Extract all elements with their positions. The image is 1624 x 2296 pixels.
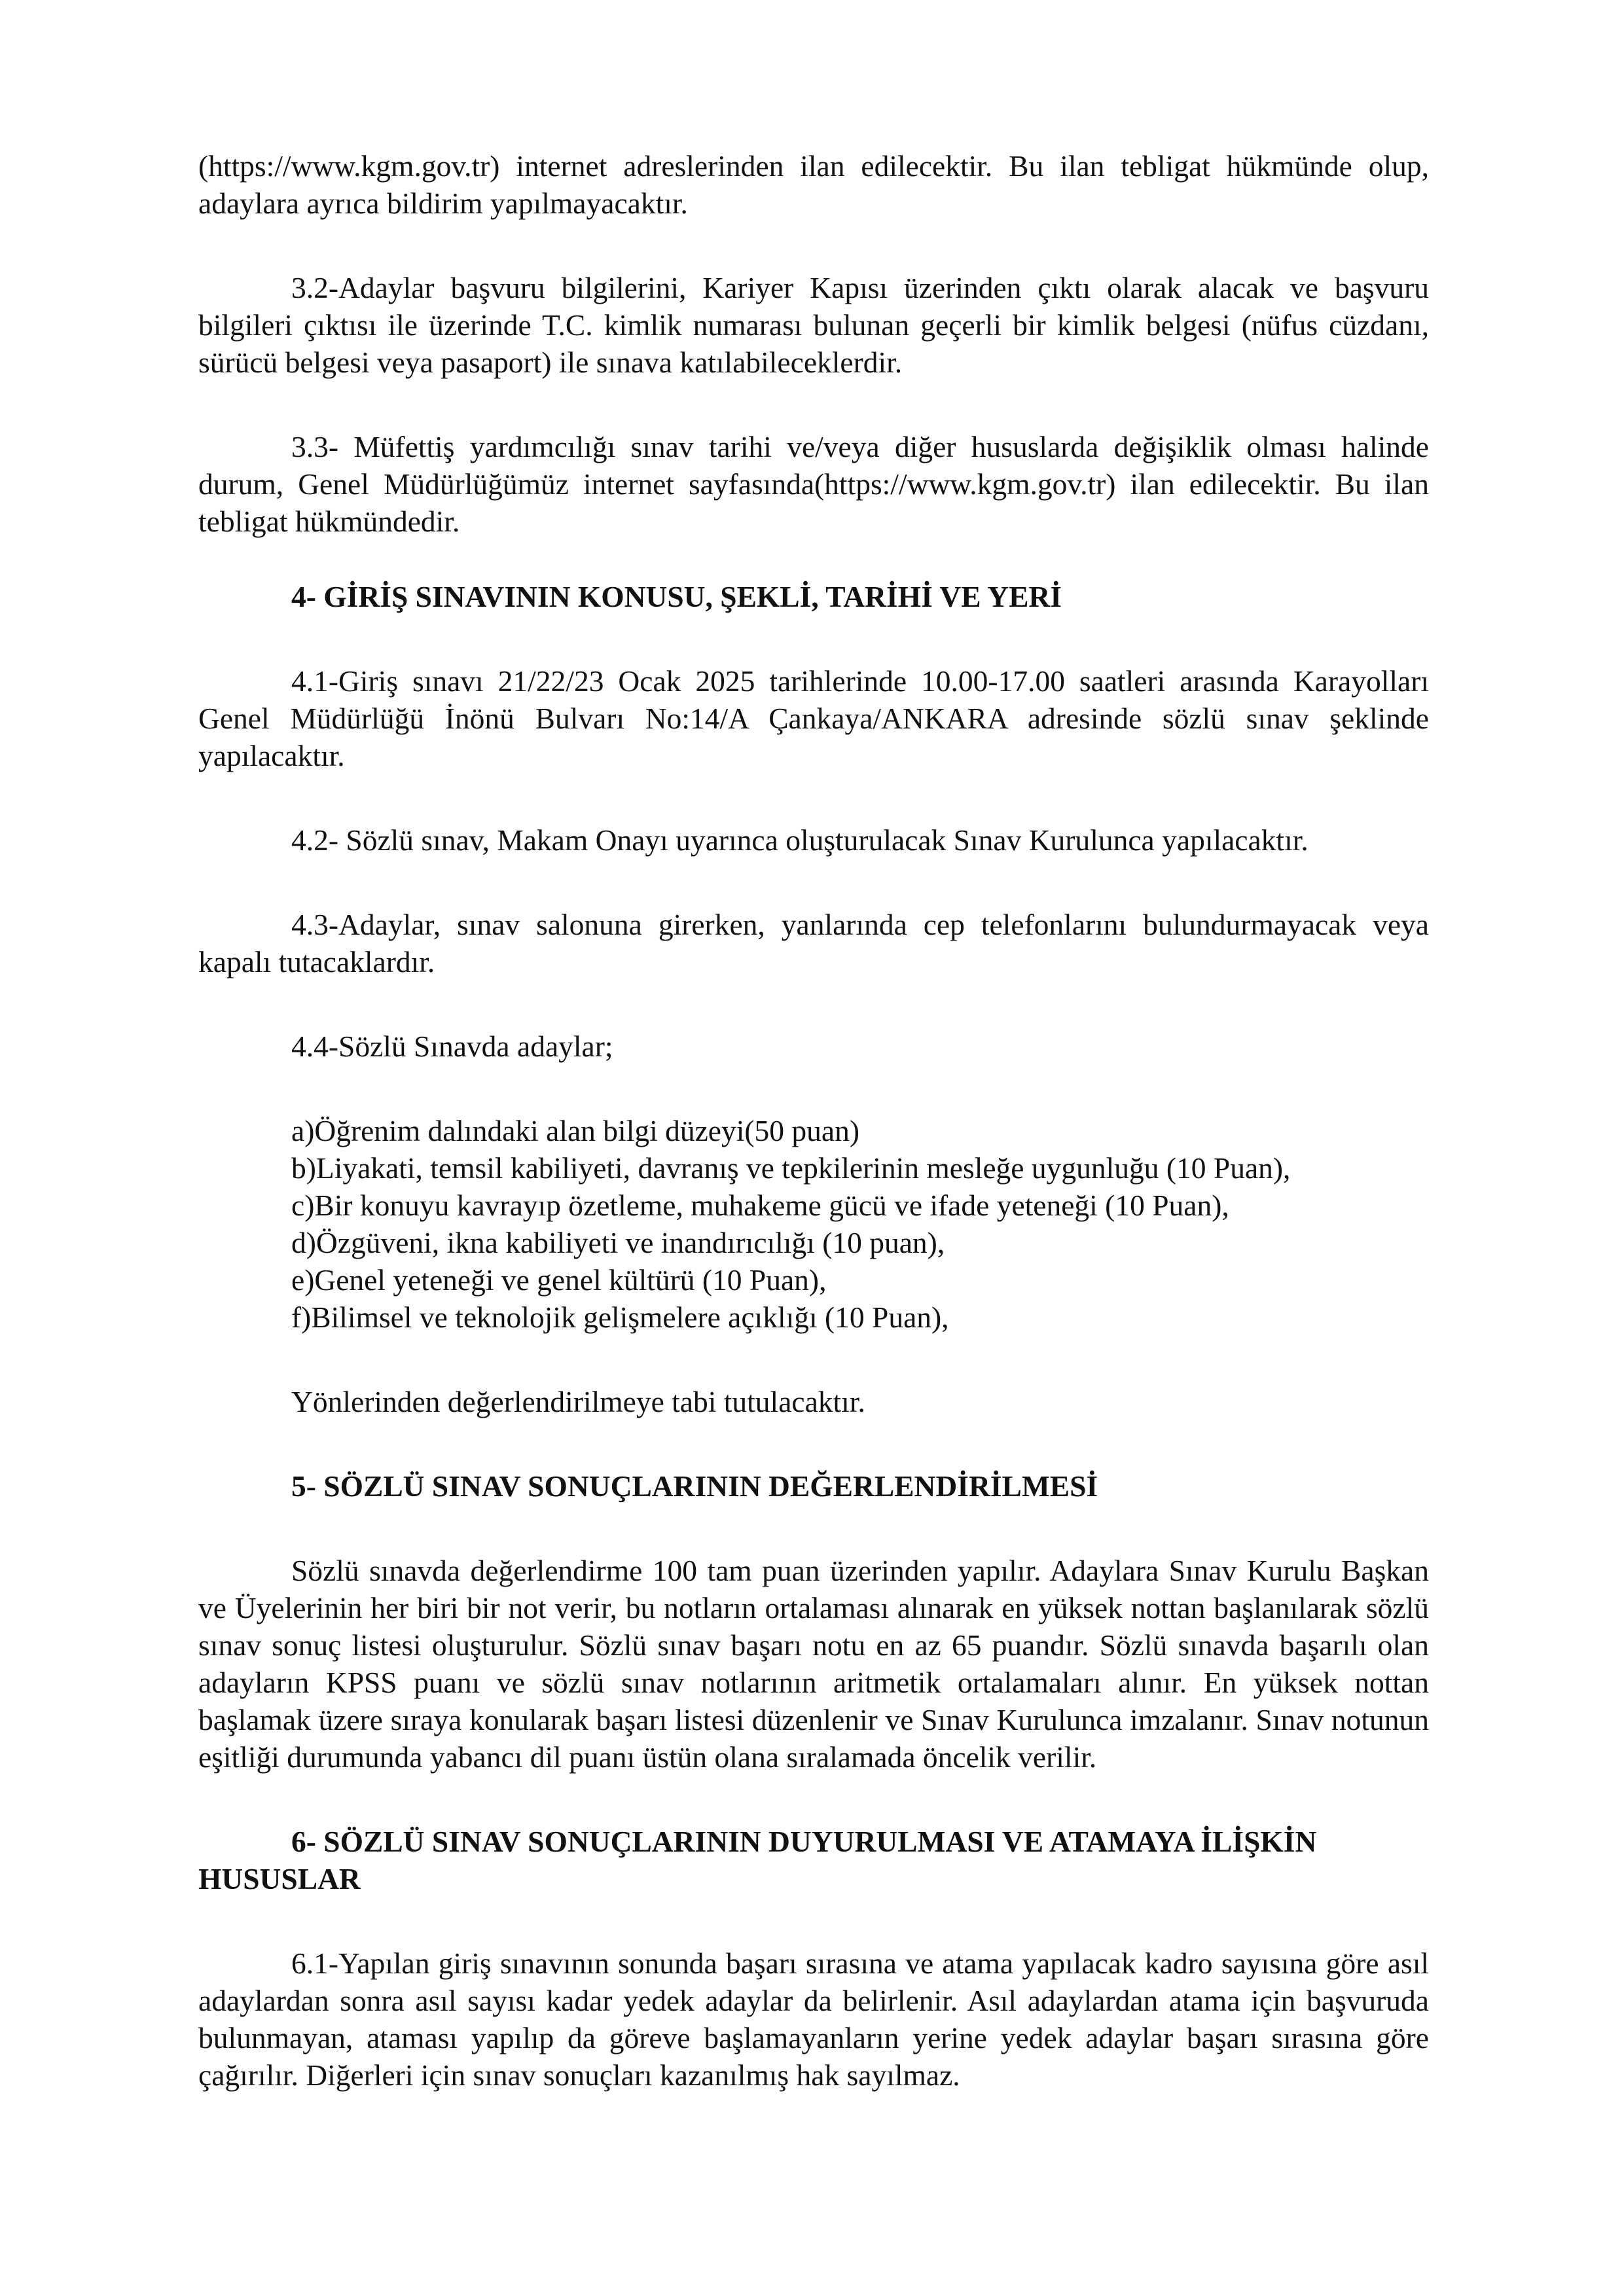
paragraph-4-2: 4.2- Sözlü sınav, Makam Onayı uyarınca oluşturulacak Sınav Kurulunca yapılacaktır. <box>291 823 1308 857</box>
paragraph-4-1: 4.1-Giriş sınavı 21/22/23 Ocak 2025 tarihlerinde 10.00-17.00 saatleri arasında Karayolları Genel Müdürlüğü İnönü Bulvarı No:14/A Çankaya/ANKARA adresinde sözlü sınav şeklinde yapılacaktır. <box>198 664 1429 772</box>
list-item: c)Bir konuyu kavrayıp özetleme, muhakeme gücü ve ifade yeteneği (10 Puan), <box>291 1189 1229 1222</box>
paragraph-3-3: 3.3- Müfettiş yardımcılığı sınav tarihi ve/veya diğer hususlarda değişiklik olması halinde durum, Genel Müdürlüğümüz internet sayfasında(https://www.kgm.gov.tr) ilan edilecektir. Bu ilan tebligat hükmündedir. <box>198 430 1429 538</box>
heading-section-4: 4- GİRİŞ SINAVININ KONUSU, ŞEKLİ, TARİHİ VE YERİ <box>291 580 1062 613</box>
paragraph-4-4: 4.4-Sözlü Sınavda adaylar; <box>291 1030 613 1063</box>
heading-section-6: 6- SÖZLÜ SINAV SONUÇLARININ DUYURULMASI VE ATAMAYA İLİŞKİN HUSUSLAR <box>198 1825 1317 1895</box>
list-item: a)Öğrenim dalındaki alan bilgi düzeyi(50 puan) <box>291 1114 860 1147</box>
list-item: b)Liyakati, temsil kabiliyeti, davranış ve tepkilerinin mesleğe uygunluğu (10 Puan), <box>291 1151 1291 1185</box>
list-item: e)Genel yeteneği ve genel kültürü (10 Puan), <box>291 1263 827 1297</box>
paragraph-5: Sözlü sınavda değerlendirme 100 tam puan üzerinden yapılır. Adaylara Sınav Kurulu Başkan ve Üyelerinin her biri bir not verir, bu notların ortalaması alınarak en yüksek nottan başlanılarak sözlü sınav sonuç listesi oluşturulur. Sözlü sınav başarı notu en az 65 puandır. Sözlü sınavda başarılı olan adayların KPSS puanı ve sözlü sınav notlarının aritmetik ortalamaları alınır. En yüksek nottan başlamak üzere sıraya konularak başarı listesi düzenlenir ve Sınav Kurulunca imzalanır. Sınav notunun eşitliği durumunda yabancı dil puanı üstün olana sıralamada öncelik verilir. <box>198 1554 1429 1774</box>
document-page <box>198 147 1429 2141</box>
paragraph-4-3: 4.3-Adaylar, sınav salonuna girerken, yanlarında cep telefonlarını bulundurmayacak veya kapalı tutacaklardır. <box>198 908 1429 978</box>
heading-section-5: 5- SÖZLÜ SINAV SONUÇLARININ DEĞERLENDİRİLMESİ <box>291 1469 1098 1503</box>
paragraph-6-1: 6.1-Yapılan giriş sınavının sonunda başarı sırasına ve atama yapılacak kadro sayısına göre asıl adaylardan sonra asıl sayısı kadar yedek adaylar da belirlenir. Asıl adaylardan atama için başvuruda bulunmayan, ataması yapılıp da göreve başlamayanların yerine yedek adaylar başarı sırasına göre çağırılır. Diğerleri için sınav sonuçları kazanılmış hak sayılmaz. <box>198 1946 1429 2092</box>
evaluation-criteria-list <box>291 1112 1429 1336</box>
paragraph-4-4-conclusion: Yönlerinden değerlendirilmeye tabi tutulacaktır. <box>291 1385 865 1418</box>
list-item: f)Bilimsel ve teknolojik gelişmelere açıklığı (10 Puan), <box>291 1300 949 1334</box>
intro-paragraph: (https://www.kgm.gov.tr) internet adreslerinden ilan edilecektir. Bu ilan tebligat hükmünde olup, adaylara ayrıca bildirim yapılmayacaktır. <box>198 149 1429 220</box>
paragraph-3-2: 3.2-Adaylar başvuru bilgilerini, Kariyer Kapısı üzerinden çıktı olarak alacak ve başvuru bilgileri çıktısı ile üzerinde T.C. kimlik numarası bulunan geçerli bir kimlik belgesi (nüfus cüzdanı, sürücü belgesi veya pasaport) ile sınava katılabileceklerdir. <box>198 271 1429 379</box>
list-item: d)Özgüveni, ikna kabiliyeti ve inandırıcılığı (10 puan), <box>291 1226 945 1259</box>
